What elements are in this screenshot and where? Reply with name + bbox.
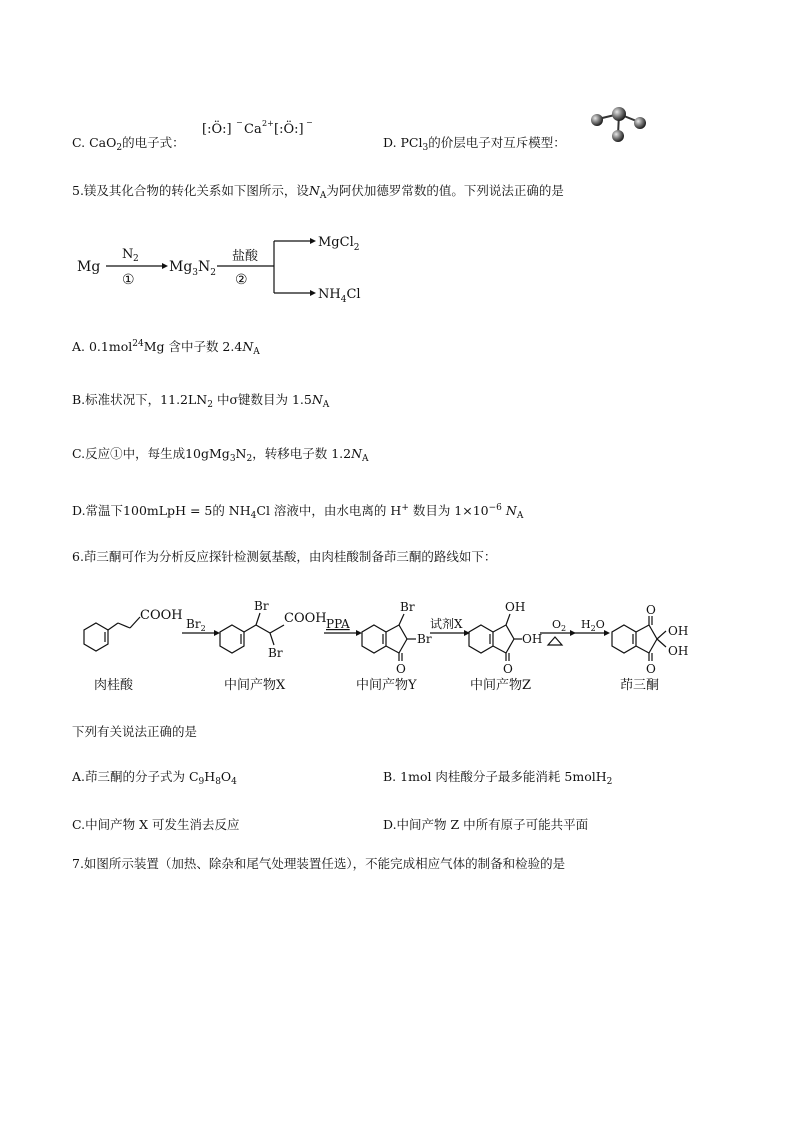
br-label-x2: Br <box>268 646 283 660</box>
caption-intermediate-x: 中间产物X <box>224 678 286 693</box>
lewis-charge-left: − <box>236 118 243 127</box>
scheme-step-2: ② <box>235 272 248 288</box>
q5-option-b: B.标准状况下，$11.2LN_2$ 中σ键数目为 $1.5N_A$ <box>72 392 330 410</box>
br-label-y1: Br <box>400 600 415 614</box>
scheme-reagent-hcl: 盐酸 <box>232 249 259 264</box>
svg-text:2: 2 <box>133 254 139 264</box>
mg-reaction-scheme <box>72 228 372 308</box>
o-label-n1: O <box>646 603 656 617</box>
caption-intermediate-y: 中间产物Y <box>356 678 417 693</box>
cooh-label-1: COOH <box>140 608 183 623</box>
scheme-step-1: ① <box>122 272 135 288</box>
o-label-y: O <box>396 662 406 676</box>
q6-prompt: 下列有关说法正确的是 <box>72 724 198 739</box>
q6-stem: 6.茚三酮可作为分析反应探针检测氨基酸，由肉桂酸制备茚三酮的路线如下： <box>72 549 497 564</box>
q6-option-c: C.中间产物 X 可发生消去反应 <box>72 817 240 832</box>
pcl3-vsepr-model <box>584 100 654 150</box>
scheme-reagent-n2: N <box>122 247 134 262</box>
q5-option-c: C.反应①中，每生成$10gMg_3N_2$，转移电子数 $1.2N_A$ <box>72 446 369 464</box>
reagent-h2o: $H_2O$ <box>581 618 605 633</box>
q5-option-d: D.常温下100mLpH = 5的 $NH_4Cl$ 溶液中，由水电离的 H+ 数目为 $1\times 10^{-6}$ $N_A$ <box>72 503 524 521</box>
caption-intermediate-z: 中间产物Z <box>470 678 532 693</box>
lewis-ca-charge: 2+ <box>262 119 274 128</box>
ninhydrin-synthesis-route <box>74 595 714 700</box>
q6-option-d: D.中间产物 Z 中所有原子可能共平面 <box>383 817 589 832</box>
q4-option-d: D. PCl$_3$的价层电子对互斥模型： <box>383 135 566 153</box>
lewis-o-left: [:Ö:] <box>202 122 232 137</box>
o-label-n2: O <box>646 662 656 676</box>
br-label-x1: Br <box>254 599 269 613</box>
caption-ninhydrin: 茚三酮 <box>620 678 660 693</box>
q6-option-a: A.茚三酮的分子式为 $C_9H_8O_4$ <box>72 769 237 787</box>
caption-cinnamic-acid: 肉桂酸 <box>94 678 134 693</box>
br-label-y2: Br <box>417 632 432 646</box>
lewis-o-right: [:Ö:] <box>274 122 304 137</box>
q7-stem: 7.如图所示装置（加热、除杂和尾气处理装置任选），不能完成相应气体的制备和检验的是 <box>72 856 566 871</box>
q5-option-a: A. 0.1mol$^{24}$Mg 含中子数 $2.4N_A$ <box>72 339 260 357</box>
oh-label-z1: OH <box>505 600 526 614</box>
oh-label-z2: OH <box>522 632 543 646</box>
o-label-z: O <box>503 662 513 676</box>
oh-label-n1: OH <box>668 624 689 638</box>
lewis-charge-right: − <box>306 118 313 127</box>
scheme-mg: Mg <box>77 259 101 275</box>
q4-option-c: C. CaO$_2$的电子式： <box>72 135 185 153</box>
lewis-ca: Ca <box>244 122 262 137</box>
reagent-br2: $Br_2$ <box>186 617 206 633</box>
reagent-o2: $O_2$ <box>552 618 567 633</box>
cooh-label-2: COOH <box>284 611 327 626</box>
reagent-x: 试剂X <box>430 617 463 631</box>
q5-stem: 5.镁及其化合物的转化关系如下图所示，设$N_A$为阿伏加德罗常数的值。下列说法正确的是 <box>72 183 564 201</box>
scheme-nh4cl: $NH_4Cl$ <box>318 287 361 305</box>
cao2-lewis-structure <box>200 116 313 142</box>
oh-label-n2: OH <box>668 644 689 658</box>
scheme-mgcl2: MgCl$_2$ <box>318 235 360 253</box>
scheme-mg3n2: $Mg_3N_2$ <box>169 259 217 278</box>
reagent-ppa: PPA <box>326 617 350 631</box>
q6-option-b: B. 1mol 肉桂酸分子最多能消耗 5molH$_2$ <box>383 769 613 787</box>
